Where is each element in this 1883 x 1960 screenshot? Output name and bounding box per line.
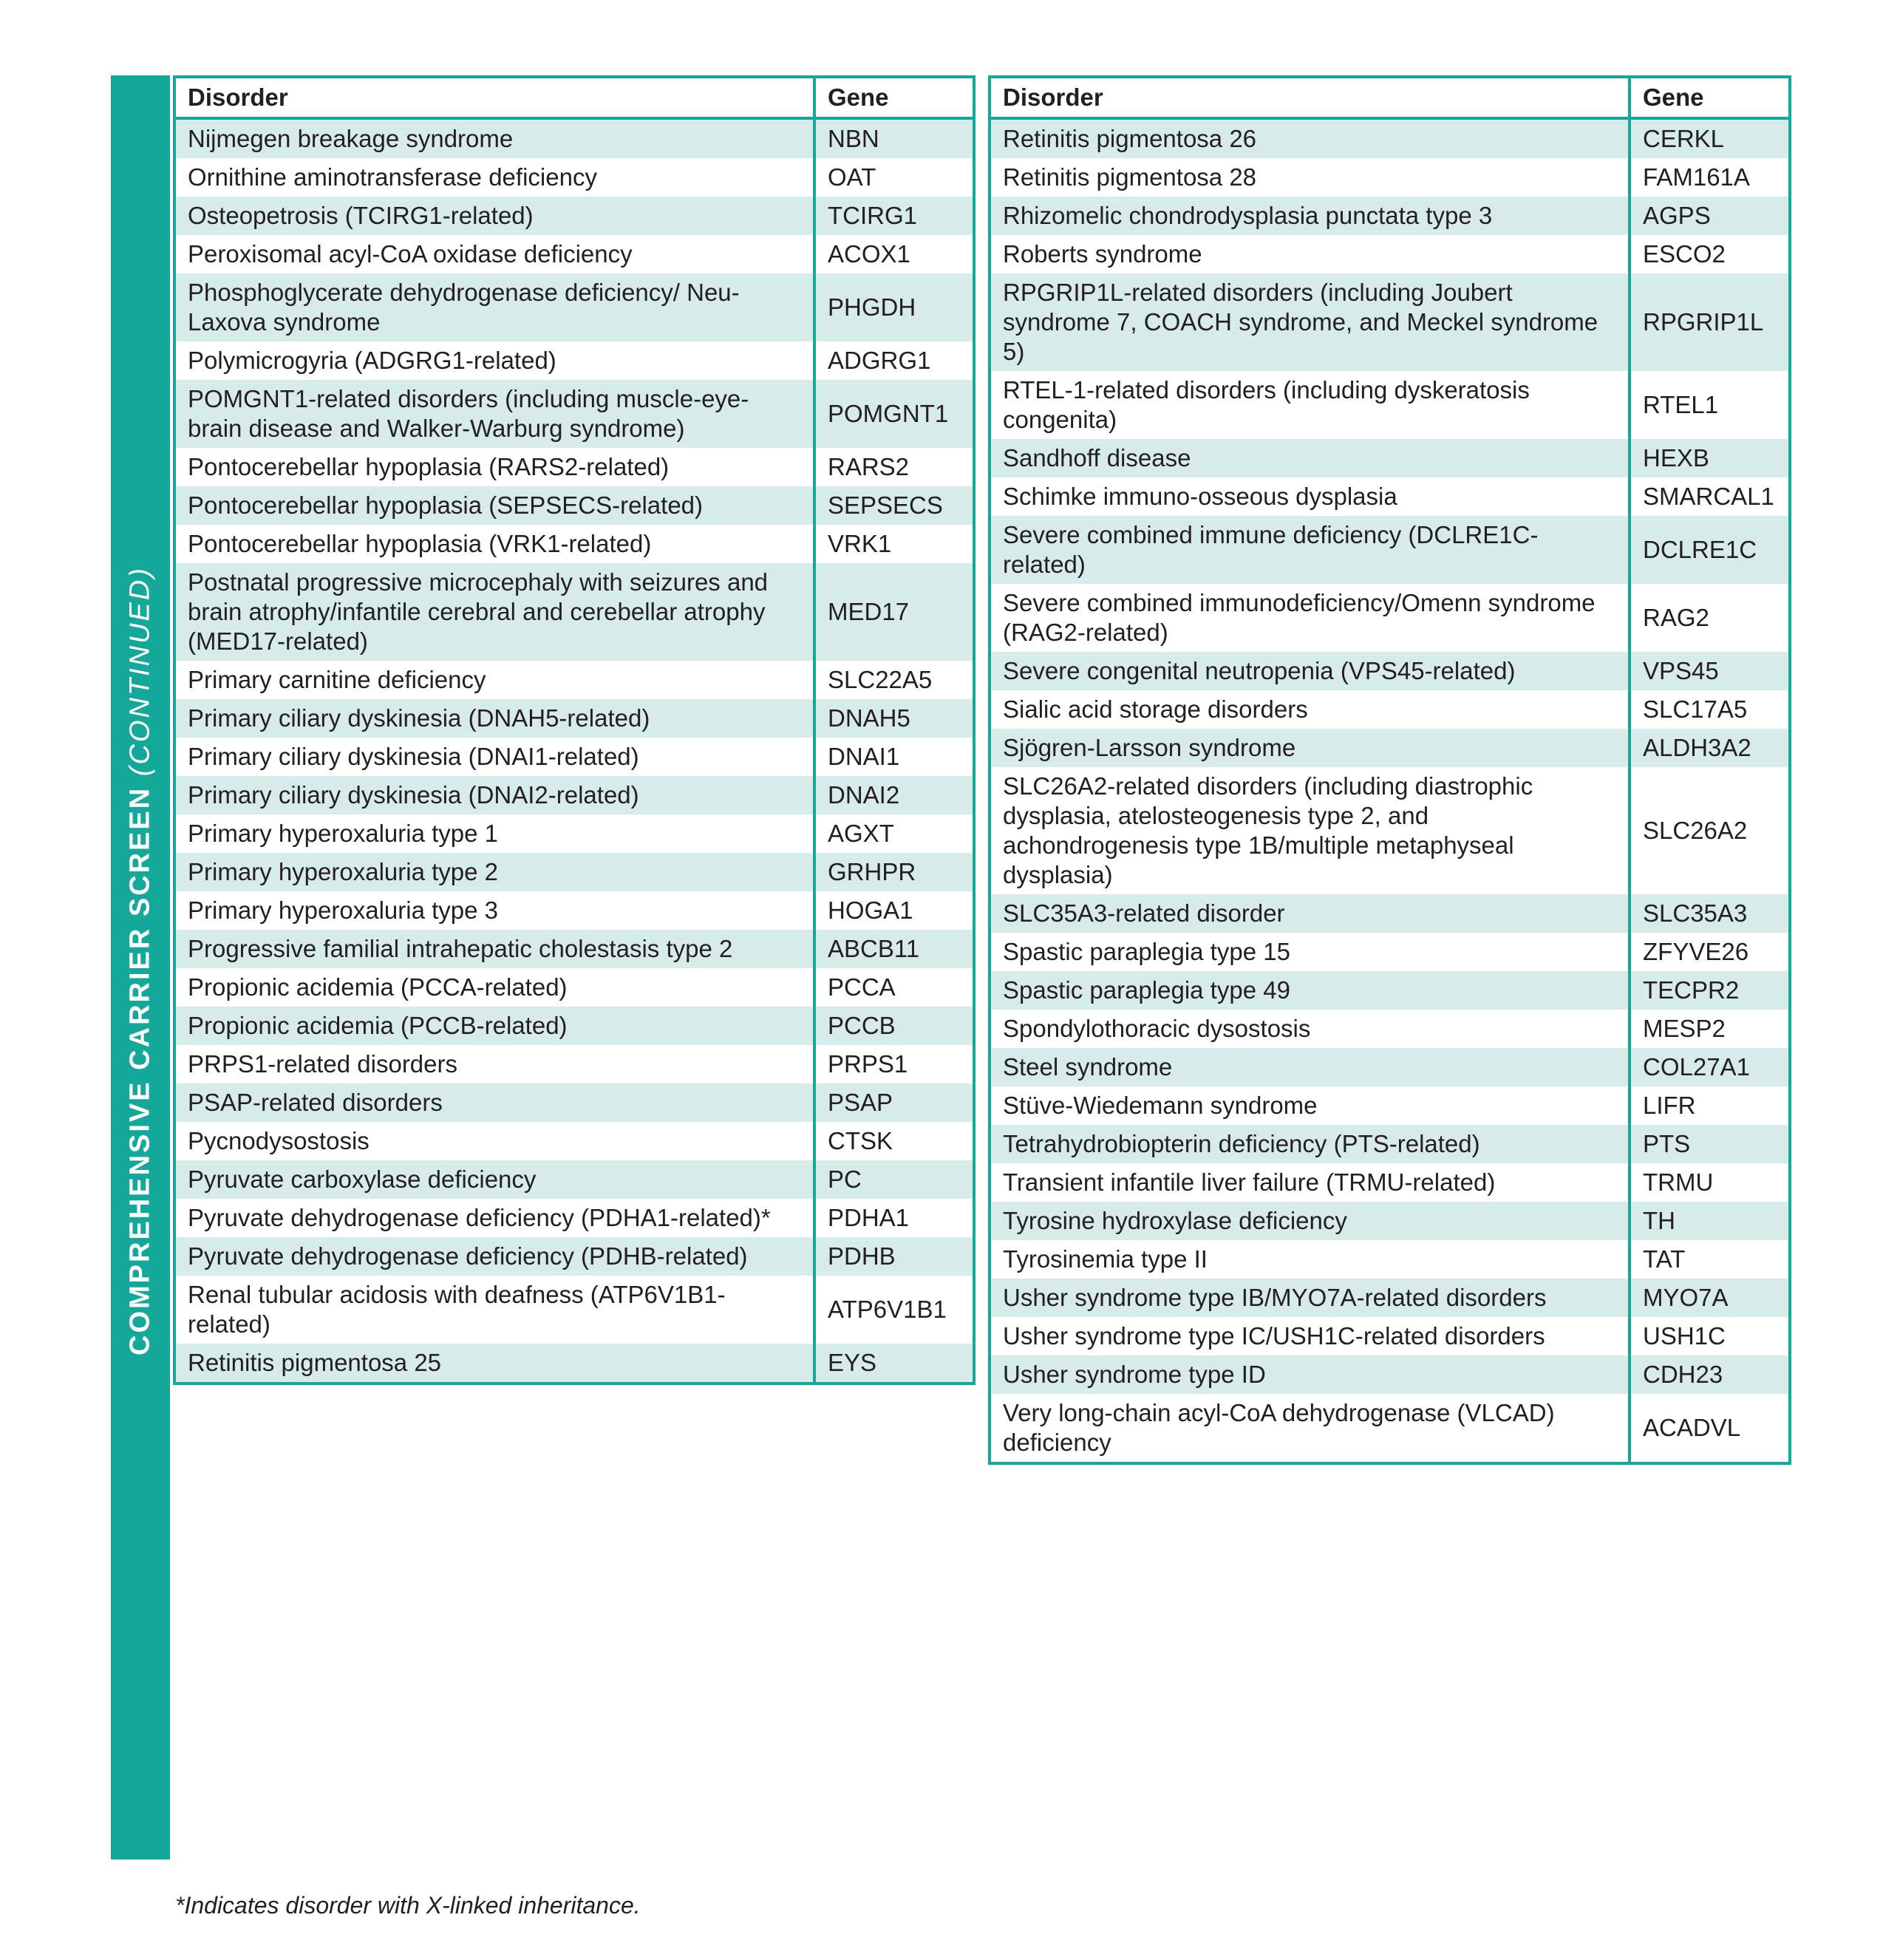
table-row (174, 448, 974, 486)
footnote: *Indicates disorder with X-linked inheritance. (175, 1892, 641, 1919)
disorder-column-header: Disorder (990, 77, 1630, 118)
gene-cell: DNAH5 (814, 699, 974, 738)
table-row (174, 380, 974, 448)
disorder-cell: Renal tubular acidosis with deafness (ATP6V1B1-related) (174, 1276, 814, 1344)
table-row (990, 477, 1790, 516)
table-row (174, 1276, 974, 1344)
table-row (990, 1010, 1790, 1048)
gene-cell: TECPR2 (1630, 971, 1790, 1010)
table-row (990, 767, 1790, 894)
gene-cell: HEXB (1630, 439, 1790, 477)
right-table-body (990, 118, 1790, 1463)
table-row (990, 1048, 1790, 1086)
gene-cell: PCCB (814, 1007, 974, 1045)
gene-cell: PDHA1 (814, 1199, 974, 1237)
table-row (990, 1163, 1790, 1202)
gene-cell: SLC35A3 (1630, 894, 1790, 933)
disorder-column-header: Disorder (174, 77, 814, 118)
gene-cell: SMARCAL1 (1630, 477, 1790, 516)
gene-cell: RTEL1 (1630, 371, 1790, 439)
gene-cell: SLC17A5 (1630, 690, 1790, 729)
table-row (174, 814, 974, 853)
table-row (990, 652, 1790, 690)
table-row (990, 197, 1790, 235)
table-row (174, 1122, 974, 1160)
disorder-cell: RTEL-1-related disorders (including dyskeratosis congenita) (990, 371, 1630, 439)
gene-cell: DNAI2 (814, 776, 974, 814)
gene-cell: ABCB11 (814, 930, 974, 968)
disorder-cell: Progressive familial intrahepatic cholestasis type 2 (174, 930, 814, 968)
gene-cell: PRPS1 (814, 1045, 974, 1083)
disorder-cell: PSAP-related disorders (174, 1083, 814, 1122)
gene-cell: AGPS (1630, 197, 1790, 235)
gene-cell: LIFR (1630, 1086, 1790, 1125)
left-table-body (174, 118, 974, 1384)
gene-cell: AGXT (814, 814, 974, 853)
gene-cell: TH (1630, 1202, 1790, 1240)
disorder-cell: Phosphoglycerate dehydrogenase deficiency/ Neu-Laxova syndrome (174, 273, 814, 341)
table-header-row (174, 77, 974, 118)
table-row (174, 930, 974, 968)
gene-cell: MYO7A (1630, 1279, 1790, 1317)
disorder-cell: Primary ciliary dyskinesia (DNAH5-related) (174, 699, 814, 738)
gene-cell: RAG2 (1630, 584, 1790, 652)
disorder-cell: Spastic paraplegia type 49 (990, 971, 1630, 1010)
gene-cell: POMGNT1 (814, 380, 974, 448)
gene-cell: ATP6V1B1 (814, 1276, 974, 1344)
gene-cell: TRMU (1630, 1163, 1790, 1202)
table-row (990, 1279, 1790, 1317)
table-row (174, 1160, 974, 1199)
gene-cell: PTS (1630, 1125, 1790, 1163)
table-row (174, 738, 974, 776)
gene-cell: MED17 (814, 563, 974, 661)
gene-cell: TAT (1630, 1240, 1790, 1279)
disorder-cell: Tyrosinemia type II (990, 1240, 1630, 1279)
disorder-cell: Osteopetrosis (TCIRG1-related) (174, 197, 814, 235)
disorder-cell: Retinitis pigmentosa 26 (990, 118, 1630, 158)
table-row (990, 971, 1790, 1010)
disorder-cell: Pyruvate carboxylase deficiency (174, 1160, 814, 1199)
disorder-cell: Primary carnitine deficiency (174, 661, 814, 699)
disorder-cell: Stüve-Wiedemann syndrome (990, 1086, 1630, 1125)
gene-cell: SLC22A5 (814, 661, 974, 699)
table-row (174, 1045, 974, 1083)
disorder-cell: Transient infantile liver failure (TRMU-related) (990, 1163, 1630, 1202)
table-row (174, 699, 974, 738)
table-row (990, 516, 1790, 584)
gene-cell: PC (814, 1160, 974, 1199)
disorder-cell: Nijmegen breakage syndrome (174, 118, 814, 158)
table-row (990, 371, 1790, 439)
table-row (990, 158, 1790, 197)
gene-cell: CTSK (814, 1122, 974, 1160)
disorder-cell: Usher syndrome type IC/USH1C-related disorders (990, 1317, 1630, 1355)
disorder-cell: PRPS1-related disorders (174, 1045, 814, 1083)
disorder-cell: Propionic acidemia (PCCA-related) (174, 968, 814, 1007)
disorder-cell: Usher syndrome type ID (990, 1355, 1630, 1394)
disorder-cell: Sjögren-Larsson syndrome (990, 729, 1630, 767)
disorder-cell: Sialic acid storage disorders (990, 690, 1630, 729)
disorder-cell: Tetrahydrobiopterin deficiency (PTS-related) (990, 1125, 1630, 1163)
disorder-cell: Polymicrogyria (ADGRG1-related) (174, 341, 814, 380)
table-row (990, 439, 1790, 477)
disorder-cell: Pyruvate dehydrogenase deficiency (PDHA1-related)* (174, 1199, 814, 1237)
disorder-cell: Retinitis pigmentosa 28 (990, 158, 1630, 197)
table-row (990, 273, 1790, 371)
table-row (990, 1394, 1790, 1463)
table-row (990, 894, 1790, 933)
gene-cell: GRHPR (814, 853, 974, 891)
table-row (174, 525, 974, 563)
table-row (174, 1007, 974, 1045)
disorder-cell: Pyruvate dehydrogenase deficiency (PDHB-related) (174, 1237, 814, 1276)
table-row (990, 235, 1790, 273)
gene-cell: ADGRG1 (814, 341, 974, 380)
disorder-cell: Primary hyperoxaluria type 1 (174, 814, 814, 853)
disorder-cell: Pontocerebellar hypoplasia (VRK1-related) (174, 525, 814, 563)
disorder-cell: Spondylothoracic dysostosis (990, 1010, 1630, 1048)
disorder-cell: Primary ciliary dyskinesia (DNAI1-related) (174, 738, 814, 776)
gene-cell: VPS45 (1630, 652, 1790, 690)
table-row (174, 158, 974, 197)
table-row (990, 1086, 1790, 1125)
gene-cell: TCIRG1 (814, 197, 974, 235)
disorder-cell: Usher syndrome type IB/MYO7A-related disorders (990, 1279, 1630, 1317)
disorder-cell: Very long-chain acyl-CoA dehydrogenase (VLCAD) deficiency (990, 1394, 1630, 1463)
gene-column-header: Gene (814, 77, 974, 118)
gene-cell: FAM161A (1630, 158, 1790, 197)
table-row (990, 118, 1790, 158)
disorder-cell: Severe combined immunodeficiency/Omenn syndrome (RAG2-related) (990, 584, 1630, 652)
disorder-cell: Severe combined immune deficiency (DCLRE1C-related) (990, 516, 1630, 584)
gene-cell: ACOX1 (814, 235, 974, 273)
side-banner-label (125, 566, 157, 1355)
gene-cell: PCCA (814, 968, 974, 1007)
gene-cell: NBN (814, 118, 974, 158)
table-row (990, 690, 1790, 729)
disorder-cell: Ornithine aminotransferase deficiency (174, 158, 814, 197)
gene-cell: HOGA1 (814, 891, 974, 930)
table-row (174, 486, 974, 525)
disorder-cell: POMGNT1-related disorders (including muscle-eye-brain disease and Walker-Warburg syndrome) (174, 380, 814, 448)
disorder-cell: Primary hyperoxaluria type 2 (174, 853, 814, 891)
gene-cell: ZFYVE26 (1630, 933, 1790, 971)
table-row (990, 1125, 1790, 1163)
gene-cell: ALDH3A2 (1630, 729, 1790, 767)
disorder-cell: Pycnodysostosis (174, 1122, 814, 1160)
side-banner-continued: (CONTINUED) (124, 566, 156, 777)
gene-cell: COL27A1 (1630, 1048, 1790, 1086)
gene-cell: PDHB (814, 1237, 974, 1276)
gene-cell: ACADVL (1630, 1394, 1790, 1463)
disorder-cell: SLC26A2-related disorders (including diastrophic dysplasia, atelosteogenesis type 2, and achondrogenesis type 1B/multiple metaphyseal dysplasia) (990, 767, 1630, 894)
table-row (174, 1237, 974, 1276)
gene-cell: SEPSECS (814, 486, 974, 525)
disorder-cell: RPGRIP1L-related disorders (including Joubert syndrome 7, COACH syndrome, and Meckel syndrome 5) (990, 273, 1630, 371)
right-disorder-table (988, 75, 1791, 1465)
table-row (174, 1199, 974, 1237)
disorder-cell: SLC35A3-related disorder (990, 894, 1630, 933)
disorder-cell: Postnatal progressive microcephaly with seizures and brain atrophy/infantile cerebral and cerebellar atrophy (MED17-related) (174, 563, 814, 661)
disorder-cell: Retinitis pigmentosa 25 (174, 1344, 814, 1384)
table-row (174, 341, 974, 380)
table-row (990, 1317, 1790, 1355)
side-banner-title: COMPREHENSIVE CARRIER SCREEN (124, 786, 156, 1355)
table-row (174, 563, 974, 661)
table-row (174, 118, 974, 158)
gene-cell: EYS (814, 1344, 974, 1384)
disorder-cell: Severe congenital neutropenia (VPS45-related) (990, 652, 1630, 690)
gene-cell: RPGRIP1L (1630, 273, 1790, 371)
table-row (174, 968, 974, 1007)
table-header-row (990, 77, 1790, 118)
gene-cell: MESP2 (1630, 1010, 1790, 1048)
disorder-cell: Primary ciliary dyskinesia (DNAI2-related) (174, 776, 814, 814)
disorder-cell: Pontocerebellar hypoplasia (SEPSECS-related) (174, 486, 814, 525)
gene-cell: CERKL (1630, 118, 1790, 158)
table-row (990, 1240, 1790, 1279)
table-row (174, 776, 974, 814)
table-row (174, 891, 974, 930)
disorder-cell: Spastic paraplegia type 15 (990, 933, 1630, 971)
gene-cell: USH1C (1630, 1317, 1790, 1355)
gene-cell: OAT (814, 158, 974, 197)
disorder-cell: Primary hyperoxaluria type 3 (174, 891, 814, 930)
disorder-cell: Roberts syndrome (990, 235, 1630, 273)
gene-cell: RARS2 (814, 448, 974, 486)
table-row (174, 235, 974, 273)
disorder-cell: Tyrosine hydroxylase deficiency (990, 1202, 1630, 1240)
gene-cell: PHGDH (814, 273, 974, 341)
table-row (990, 729, 1790, 767)
table-row (990, 1202, 1790, 1240)
disorder-cell: Rhizomelic chondrodysplasia punctata type 3 (990, 197, 1630, 235)
disorder-cell: Pontocerebellar hypoplasia (RARS2-related) (174, 448, 814, 486)
gene-cell: ESCO2 (1630, 235, 1790, 273)
disorder-cell: Sandhoff disease (990, 439, 1630, 477)
left-disorder-table (173, 75, 975, 1385)
gene-cell: SLC26A2 (1630, 767, 1790, 894)
table-row (990, 584, 1790, 652)
disorder-cell: Propionic acidemia (PCCB-related) (174, 1007, 814, 1045)
gene-cell: DCLRE1C (1630, 516, 1790, 584)
table-row (174, 1083, 974, 1122)
table-row (990, 933, 1790, 971)
disorder-cell: Steel syndrome (990, 1048, 1630, 1086)
table-row (990, 1355, 1790, 1394)
disorder-cell: Schimke immuno-osseous dysplasia (990, 477, 1630, 516)
table-row (174, 661, 974, 699)
gene-cell: VRK1 (814, 525, 974, 563)
table-row (174, 853, 974, 891)
disorder-cell: Peroxisomal acyl-CoA oxidase deficiency (174, 235, 814, 273)
gene-cell: DNAI1 (814, 738, 974, 776)
table-row (174, 197, 974, 235)
gene-cell: CDH23 (1630, 1355, 1790, 1394)
table-row (174, 1344, 974, 1384)
gene-cell: PSAP (814, 1083, 974, 1122)
table-row (174, 273, 974, 341)
gene-column-header: Gene (1630, 77, 1790, 118)
